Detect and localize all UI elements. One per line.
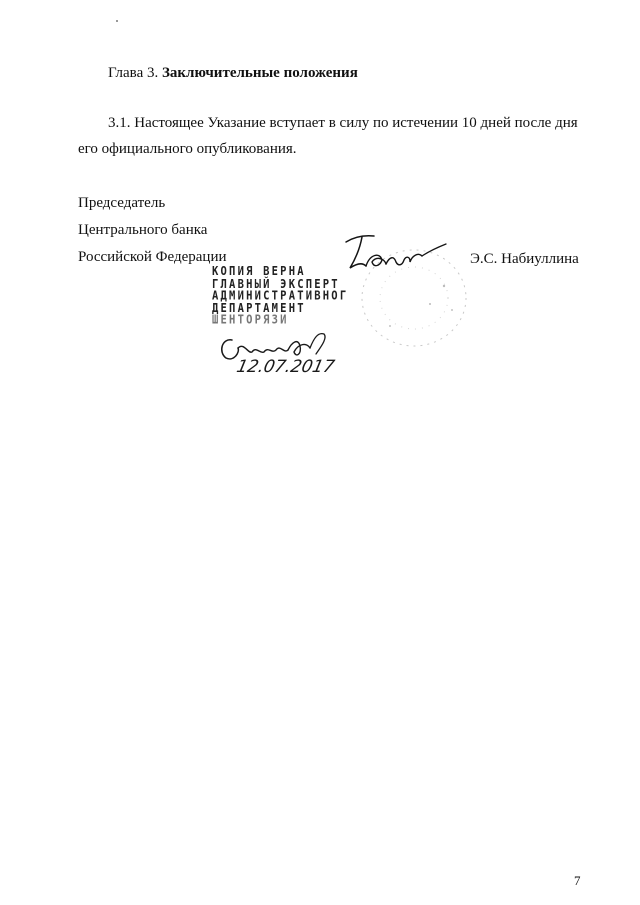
stamp-line-1: КОПИЯ ВЕРНА [212, 264, 306, 279]
page-number: 7 [574, 873, 581, 888]
chapter-title: Заключительные положения [161, 65, 358, 81]
signatory-title-line-1: Председатель [78, 195, 166, 211]
signatory-title-line-2: Центрального банка [78, 222, 208, 238]
stamp-line-4: ДЕПАРТАМЕНТ [212, 301, 306, 315]
chapter-prefix: Глава 3. [108, 65, 159, 81]
certified-copy-stamp [212, 266, 348, 326]
certification-date-handwritten [236, 352, 346, 380]
paragraph-line-1: 3.1. Настоящее Указание вступает в силу по истечении 10 дней после дня [108, 115, 578, 131]
scan-speck [116, 20, 118, 22]
chapter-heading [108, 64, 358, 82]
signatory-handwritten-signature [340, 226, 452, 276]
signatory-title-line-3: Российской Федерации [78, 249, 227, 265]
stamp-line-2: ГЛАВНЫЙ ЭКСПЕРТ [212, 276, 340, 291]
svg-text:12.07.2017: 12.07.2017 [234, 357, 337, 377]
paragraph-line-2: его официального опубликования. [78, 141, 297, 157]
signatory-name: Э.С. Набиуллина [470, 251, 579, 267]
stamp-line-5: ШЕНТОРЯЗИ [212, 313, 289, 327]
stamp-line-3: АДМИНИСТРАТИВНОГ [212, 289, 349, 303]
